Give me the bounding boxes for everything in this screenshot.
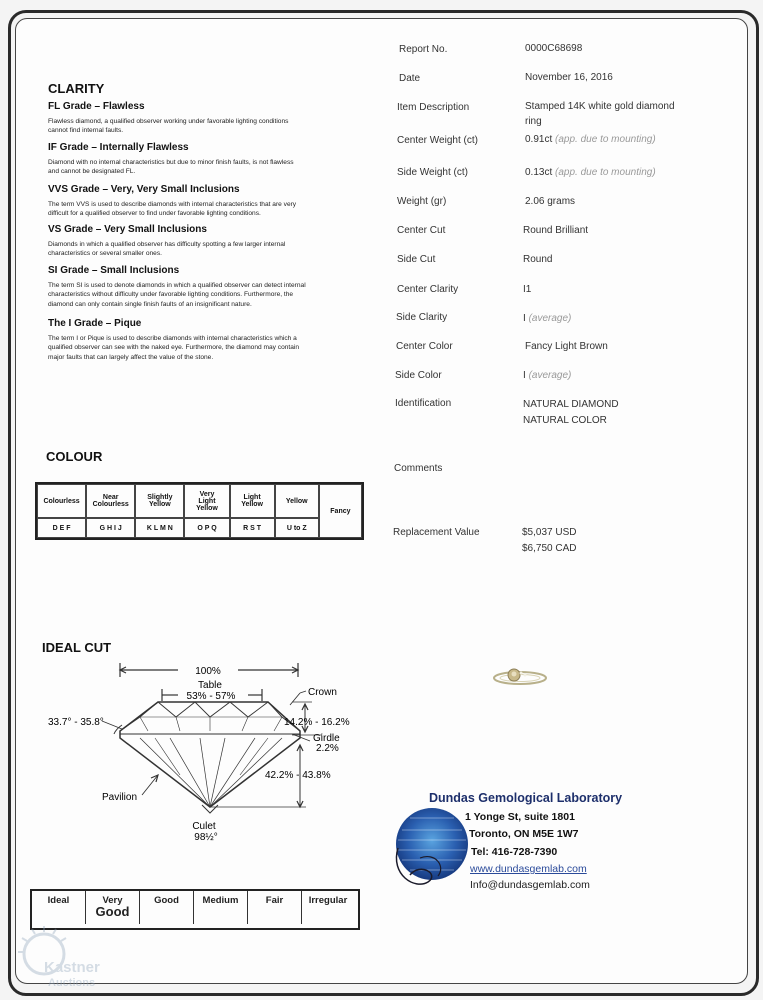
colour-grades: R S T xyxy=(230,518,275,538)
colour-scale-table xyxy=(35,482,364,540)
center-clarity-value: I1 xyxy=(523,284,532,295)
grade-description xyxy=(48,334,368,362)
grade-title: IF Grade – Internally Flawless xyxy=(48,142,189,153)
cut-grade-very-good: Very Good xyxy=(86,891,140,924)
desc-line: The term I or Pique is used to describe diamonds with internal characteristics which a xyxy=(48,335,297,342)
grade-description xyxy=(48,281,368,309)
replacement-value: $5,037 USD $6,750 CAD xyxy=(522,527,577,554)
culet-value: 98½° xyxy=(194,832,218,843)
center-clarity-label: Center Clarity xyxy=(397,284,459,295)
colour-grades: G H I J xyxy=(86,518,135,538)
side-weight-label: Side Weight (ct) xyxy=(397,167,468,178)
side-cut-label: Side Cut xyxy=(397,254,436,265)
center-cut-label: Center Cut xyxy=(397,225,446,236)
cut-grade-fair: Fair xyxy=(248,891,302,924)
girdle-label: Girdle xyxy=(313,733,340,744)
desc-line: Flawless diamond, a qualified observer working under favorable lighting conditions xyxy=(48,118,289,125)
desc-line: major faults that can largely affect the value of the stone. xyxy=(48,353,214,361)
comments-label: Comments xyxy=(394,463,443,474)
desc-line: qualified observer can see with the naked eye. Furthermore, the diamond may contain xyxy=(48,344,300,352)
clarity-grade-if xyxy=(48,142,368,177)
lab-website-link[interactable]: www.dundasgemlab.com xyxy=(470,863,587,875)
grade-title: VS Grade – Very Small Inclusions xyxy=(48,224,207,235)
grade-title: FL Grade – Flawless xyxy=(48,101,145,112)
cut-grade-irregular: Irregular xyxy=(308,895,348,906)
ideal-cut-heading: IDEAL CUT xyxy=(42,640,112,655)
item-description-value: Stamped 14K white gold diamond ring xyxy=(525,101,675,127)
value-note: (app. due to mounting) xyxy=(555,167,656,178)
identification-label: Identification xyxy=(395,398,452,409)
grade-title: VVS Grade – Very, Very Small Inclusions xyxy=(48,184,240,195)
watermark-logo xyxy=(14,922,104,990)
replacement-value-label: Replacement Value xyxy=(393,527,480,538)
desc-line: difficult for a qualified observer to find under favorable lighting conditions. xyxy=(48,210,261,218)
colour-grades: U to Z xyxy=(275,518,319,538)
identification-value: NATURAL DIAMOND NATURAL COLOR xyxy=(523,399,619,426)
grade-description xyxy=(48,117,368,136)
desc-line: characteristics without difficulty under favorable lighting conditions. Furthermore, the xyxy=(48,291,294,299)
value-note: (app. due to mounting) xyxy=(555,134,656,145)
report-no-value: 0000C68698 xyxy=(525,43,583,54)
side-cut-value: Round xyxy=(523,254,553,265)
lab-address-1: 1 Yonge St, suite 1801 xyxy=(465,811,575,823)
lab-phone: Tel: 416-728-7390 xyxy=(471,846,558,858)
desc-line: and cannot be designated FL. xyxy=(48,168,136,176)
grade-title: The I Grade – Pique xyxy=(48,318,142,329)
side-clarity-value: I (average) xyxy=(523,313,572,324)
center-weight-value: 0.91ct (app. due to mounting) xyxy=(525,134,656,145)
hologram-seal-icon xyxy=(380,800,480,896)
clarity-grade-vvs xyxy=(48,184,368,219)
colour-col-yellow: Yellow xyxy=(275,484,319,518)
culet-label: Culet xyxy=(192,821,216,832)
crown-angle-label: 33.7° - 35.8° xyxy=(48,717,104,728)
weight-label: Weight (gr) xyxy=(397,196,447,207)
colour-grades: D E F xyxy=(37,518,86,538)
desc-line: Diamonds in which a qualified observer has difficulty spotting a few larger internal xyxy=(48,241,286,248)
side-clarity-label: Side Clarity xyxy=(396,312,448,323)
clarity-grade-si xyxy=(48,265,368,309)
side-color-label: Side Color xyxy=(395,370,442,381)
item-description-label: Item Description xyxy=(397,102,470,113)
pavilion-label: Pavilion xyxy=(102,792,138,803)
watermark-text-2: Auctions xyxy=(48,977,96,989)
grade-description xyxy=(48,200,368,219)
center-weight-label: Center Weight (ct) xyxy=(397,135,478,146)
clarity-grade-fl xyxy=(48,101,368,136)
colour-col-very-light-yellow: Very Light Yellow xyxy=(184,484,229,518)
center-color-value: Fancy Light Brown xyxy=(525,341,608,352)
clarity-grade-vs xyxy=(48,224,368,259)
crown-label: Crown xyxy=(308,687,337,698)
crown-height-label: 14.2% - 16.2% xyxy=(284,717,350,728)
pavilion-depth-label: 42.2% - 43.8% xyxy=(265,770,331,781)
girdle-value: 2.2% xyxy=(316,743,339,754)
colour-col-slightly-yellow: Slightly Yellow xyxy=(135,484,184,518)
lab-email: Info@dundasgemlab.com xyxy=(470,879,590,891)
lab-name: Dundas Gemological Laboratory xyxy=(429,791,623,805)
colour-heading: COLOUR xyxy=(46,449,103,464)
watermark-text-1: Kastner xyxy=(44,959,100,976)
side-weight-value: 0.13ct (app. due to mounting) xyxy=(525,167,656,178)
clarity-heading: CLARITY xyxy=(48,81,105,96)
colour-col-light-yellow: Light Yellow xyxy=(230,484,275,518)
desc-line: Diamond with no internal characteristics but due to minor finish faults, is not flawless xyxy=(48,159,294,166)
colour-col-near-colourless: Near Colourless xyxy=(86,484,135,518)
table-label: Table xyxy=(198,680,222,691)
ring-photo xyxy=(490,660,550,690)
side-color-value: I (average) xyxy=(523,370,572,381)
grade-description xyxy=(48,158,368,177)
lab-address-2: Toronto, ON M5E 1W7 xyxy=(469,828,579,840)
date-value: November 16, 2016 xyxy=(525,72,613,83)
desc-line: The term SI is used to denote diamonds in which a qualified observer can detect internal xyxy=(48,282,306,289)
colour-grades: K L M N xyxy=(135,518,184,538)
cut-grade-good: Good xyxy=(140,891,194,924)
report-no-label: Report No. xyxy=(399,44,448,55)
value-note: (average) xyxy=(528,370,572,381)
date-label: Date xyxy=(399,73,421,84)
colour-col-fancy: Fancy xyxy=(319,484,362,538)
diamond-proportions-diagram xyxy=(30,655,370,845)
center-color-label: Center Color xyxy=(396,341,453,352)
clarity-grade-i xyxy=(48,318,368,362)
cut-grade-ideal: Ideal xyxy=(32,891,86,924)
grade-description xyxy=(48,240,368,259)
colour-col-colourless: Colourless xyxy=(37,484,86,518)
desc-line: The term VVS is used to describe diamonds with internal characteristics that are very xyxy=(48,201,297,208)
desc-line: diamond can only contain single finish faults of an insignificant nature. xyxy=(48,300,252,308)
desc-line: cannot find internal faults. xyxy=(48,127,124,135)
weight-value: 2.06 grams xyxy=(525,196,576,207)
value-note: (average) xyxy=(528,313,572,324)
desc-line: characteristics or several smaller ones. xyxy=(48,250,162,258)
grade-title: SI Grade – Small Inclusions xyxy=(48,265,180,276)
width-label: 100% xyxy=(195,666,221,677)
table-range: 53% - 57% xyxy=(186,691,236,702)
center-cut-value: Round Brilliant xyxy=(523,225,589,236)
cut-grade-medium: Medium xyxy=(194,891,248,924)
colour-grades: O P Q xyxy=(184,518,229,538)
